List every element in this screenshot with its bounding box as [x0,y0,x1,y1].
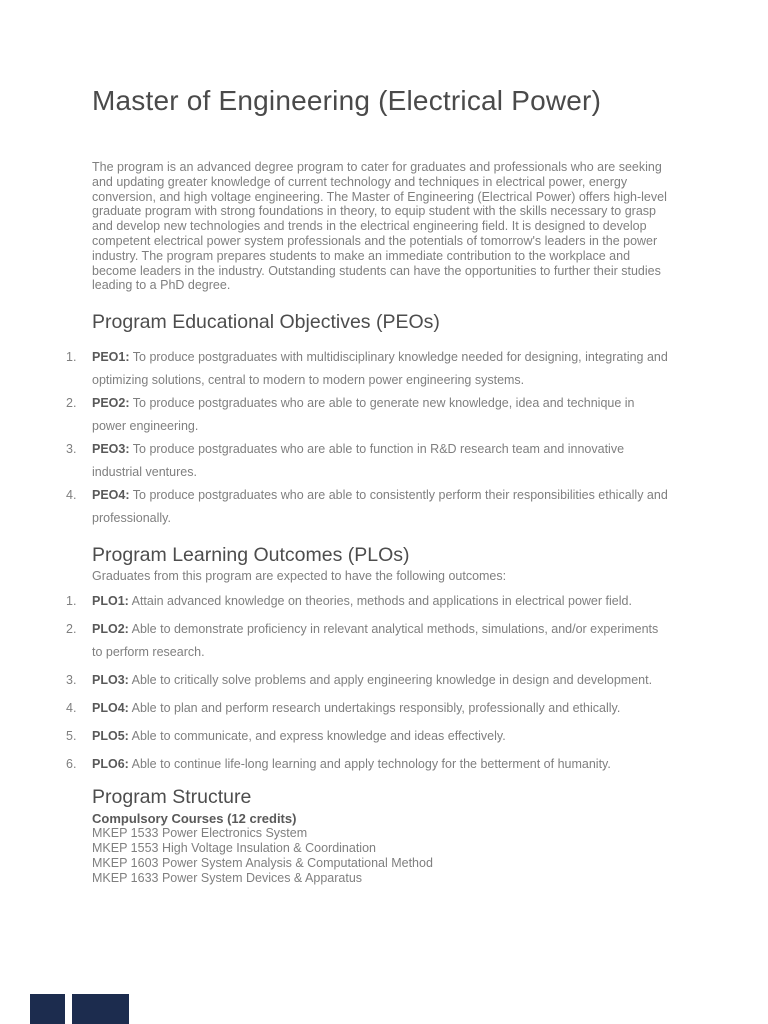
peos-heading: Program Educational Objectives (PEOs) [92,311,440,334]
list-item [66,725,670,748]
item-label: PLO4: [92,701,129,716]
item-text: Able to critically solve problems and apply engineering knowledge in design and development. [131,673,653,688]
item-text: To produce postgraduates who are able to generate new knowledge, idea and technique in power engineering. [92,396,635,434]
peo-list [66,346,670,530]
plos-subheading: Graduates from this program are expected to have the following outcomes: [92,569,507,584]
course-line: MKEP 1633 Power System Devices & Apparatus [92,871,363,886]
plo-list [66,590,670,776]
item-number: 3. [66,442,77,457]
item-text: Able to plan and perform research undertakings responsibly, professionally and ethically. [131,701,621,716]
item-text: Able to demonstrate proficiency in relevant analytical methods, simulations, and/or experiments to perform research. [92,622,659,660]
item-number: 4. [66,488,77,503]
item-label: PEO2: [92,396,130,411]
course-line: MKEP 1603 Power System Analysis & Computational Method [92,856,433,871]
plos-heading: Program Learning Outcomes (PLOs) [92,544,410,567]
item-text: To produce postgraduates who are able to consistently perform their responsibilities ethically and professionally. [92,488,668,526]
item-text: Able to continue life-long learning and apply technology for the betterment of humanity. [131,757,611,772]
item-number: 1. [66,350,77,365]
list-item [66,484,670,530]
item-number: 5. [66,729,77,744]
list-item [66,438,670,484]
item-label: PLO1: [92,594,129,609]
category-tag[interactable] [30,994,65,1024]
compulsory-courses-label: Compulsory Courses (12 credits) [92,811,297,827]
structure-heading: Program Structure [92,786,252,809]
list-item [66,346,670,392]
course-line: MKEP 1553 High Voltage Insulation & Coordination [92,841,376,856]
course-line: MKEP 1533 Power Electronics System [92,826,308,841]
item-label: PEO3: [92,442,130,457]
intro-paragraph: The program is an advanced degree program to cater for graduates and professionals who are seeking and updating greater knowledge of current technology and techniques in electrical power, energy conversion, and high voltage engineering. The Master of Engineering (Electrical Power) offers high-level graduate program with strong foundations in theory, to equip student with the skills necessary to grasp and develop new technologies and trends in the electrical engineering field. It is designed to develop competent electrical power system professionals and the potentials of tomorrow's leaders in the power industry. The program prepares students to make an immediate contribution to the workplace and become leaders in the industry. Outstanding students can have the opportunities to further their studies leading to a PhD degree. [92,160,667,293]
list-item [66,618,670,664]
list-item [66,697,670,720]
item-label: PLO5: [92,729,129,744]
item-label: PEO4: [92,488,130,503]
item-text: To produce postgraduates with multidisciplinary knowledge needed for designing, integrating and optimizing solutions, central to modern to modern power engineering systems. [92,350,668,388]
list-item [66,590,670,613]
item-number: 2. [66,396,77,411]
item-number: 3. [66,673,77,688]
list-item [66,392,670,438]
item-label: PLO6: [92,757,129,772]
list-item [66,669,670,692]
item-label: PEO1: [92,350,130,365]
item-number: 4. [66,701,77,716]
item-text: Attain advanced knowledge on theories, methods and applications in electrical power field. [131,594,632,609]
item-text: To produce postgraduates who are able to function in R&D research team and innovative industrial ventures. [92,442,625,480]
item-number: 6. [66,757,77,772]
list-item [66,753,670,776]
item-label: PLO2: [92,622,129,637]
page-title: Master of Engineering (Electrical Power) [92,85,602,116]
item-label: PLO3: [92,673,129,688]
item-number: 1. [66,594,77,609]
item-number: 2. [66,622,77,637]
item-text: Able to communicate, and express knowledge and ideas effectively. [131,729,506,744]
category-tag[interactable] [72,994,129,1024]
